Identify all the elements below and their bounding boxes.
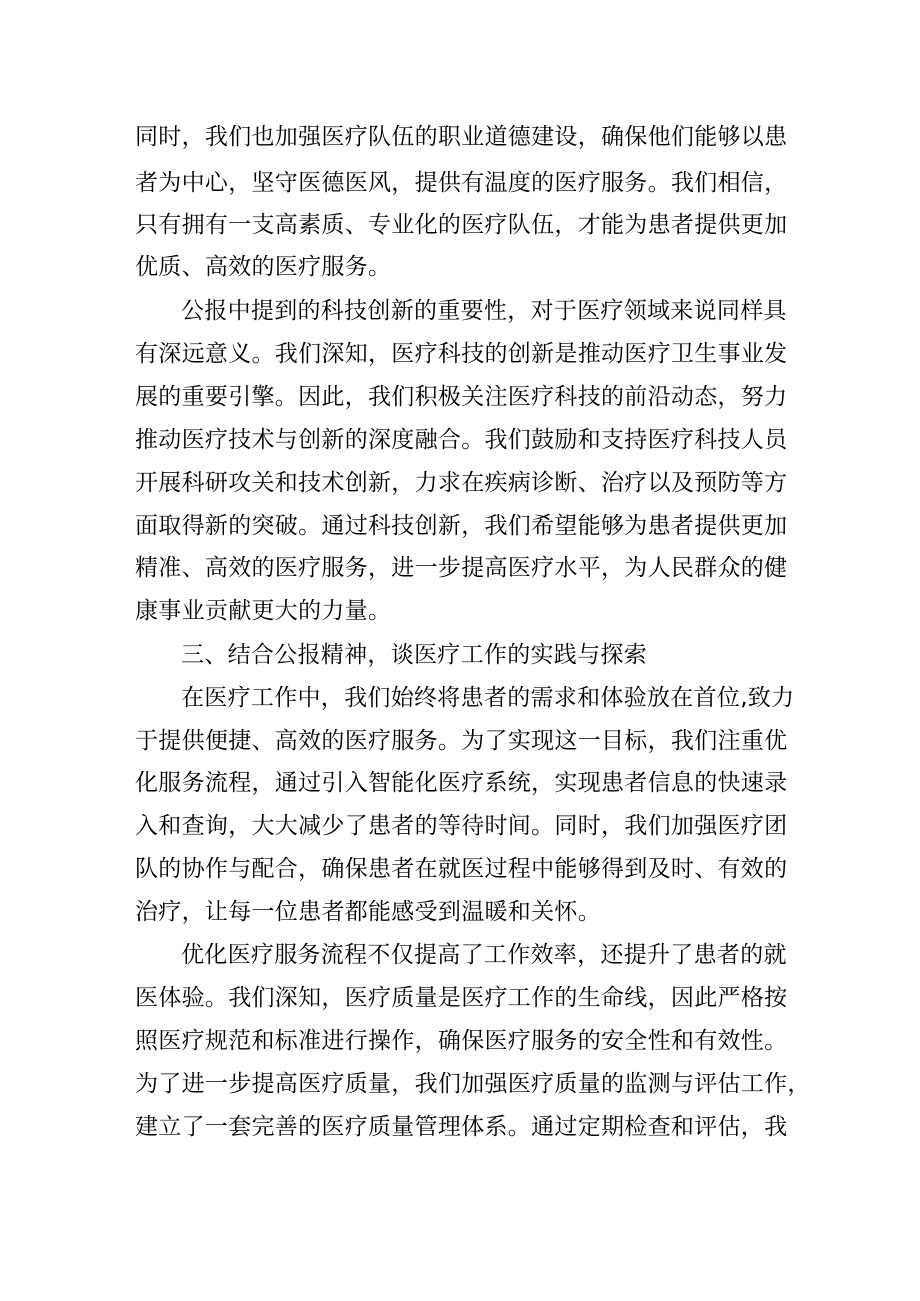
- paragraph-line: 照医疗规范和标准进行操作，确保医疗服务的安全性和有效性。: [135, 1028, 788, 1054]
- paragraph-line: 康事业贡献更大的力量。: [135, 598, 392, 624]
- paragraph-line: 只有拥有一支高素质、专业化的医疗队伍，才能为患者提供更加: [135, 212, 788, 238]
- paragraph-line: 化服务流程，通过引入智能化医疗系统，实现患者信息的快速录: [135, 770, 788, 796]
- paragraph-line: 优质、高效的医疗服务。: [135, 254, 392, 280]
- paragraph-line: 建立了一套完善的医疗质量管理体系。通过定期检查和评估，我: [135, 1114, 788, 1140]
- paragraph-line: 医体验。我们深知，医疗质量是医疗工作的生命线，因此严格按: [135, 985, 788, 1011]
- paragraph-line: 有深远意义。我们深知，医疗科技的创新是推动医疗卫生事业发: [135, 341, 788, 367]
- paragraph-line: 公报中提到的科技创新的重要性，对于医疗领域来说同样具: [181, 298, 787, 324]
- paragraph-line: 治疗，让每一位患者都能感受到温暖和关怀。: [135, 899, 601, 925]
- section-heading: 三、结合公报精神，谈医疗工作的实践与探索: [181, 642, 647, 668]
- paragraph-line: 推动医疗技术与创新的深度融合。我们鼓励和支持医疗科技人员: [135, 427, 788, 453]
- paragraph-line: 精准、高效的医疗服务，进一步提高医疗水平，为人民群众的健: [135, 555, 788, 581]
- paragraph-line: 同时，我们也加强医疗队伍的职业道德建设，确保他们能够以患: [135, 124, 788, 150]
- paragraph-line: 在医疗工作中，我们始终将患者的需求和体验放在首位,致力: [181, 685, 795, 711]
- paragraph-line: 面取得新的突破。通过科技创新，我们希望能够为患者提供更加: [135, 513, 788, 539]
- paragraph-line: 为了进一步提高医疗质量，我们加强医疗质量的监测与评估工作，: [135, 1071, 811, 1097]
- paragraph-line: 队的协作与配合，确保患者在就医过程中能够得到及时、有效的: [135, 856, 788, 882]
- paragraph-line: 者为中心，坚守医德医风，提供有温度的医疗服务。我们相信，: [135, 170, 788, 196]
- paragraph-line: 开展科研攻关和技术创新，力求在疾病诊断、治疗以及预防等方: [135, 470, 788, 496]
- paragraph-line: 入和查询，大大减少了患者的等待时间。同时，我们加强医疗团: [135, 813, 788, 839]
- paragraph-line: 于提供便捷、高效的医疗服务。为了实现这一目标，我们注重优: [135, 728, 788, 754]
- paragraph-line: 优化医疗服务流程不仅提高了工作效率，还提升了患者的就: [181, 942, 787, 968]
- paragraph-line: 展的重要引擎。因此，我们积极关注医疗科技的前沿动态，努力: [135, 384, 788, 410]
